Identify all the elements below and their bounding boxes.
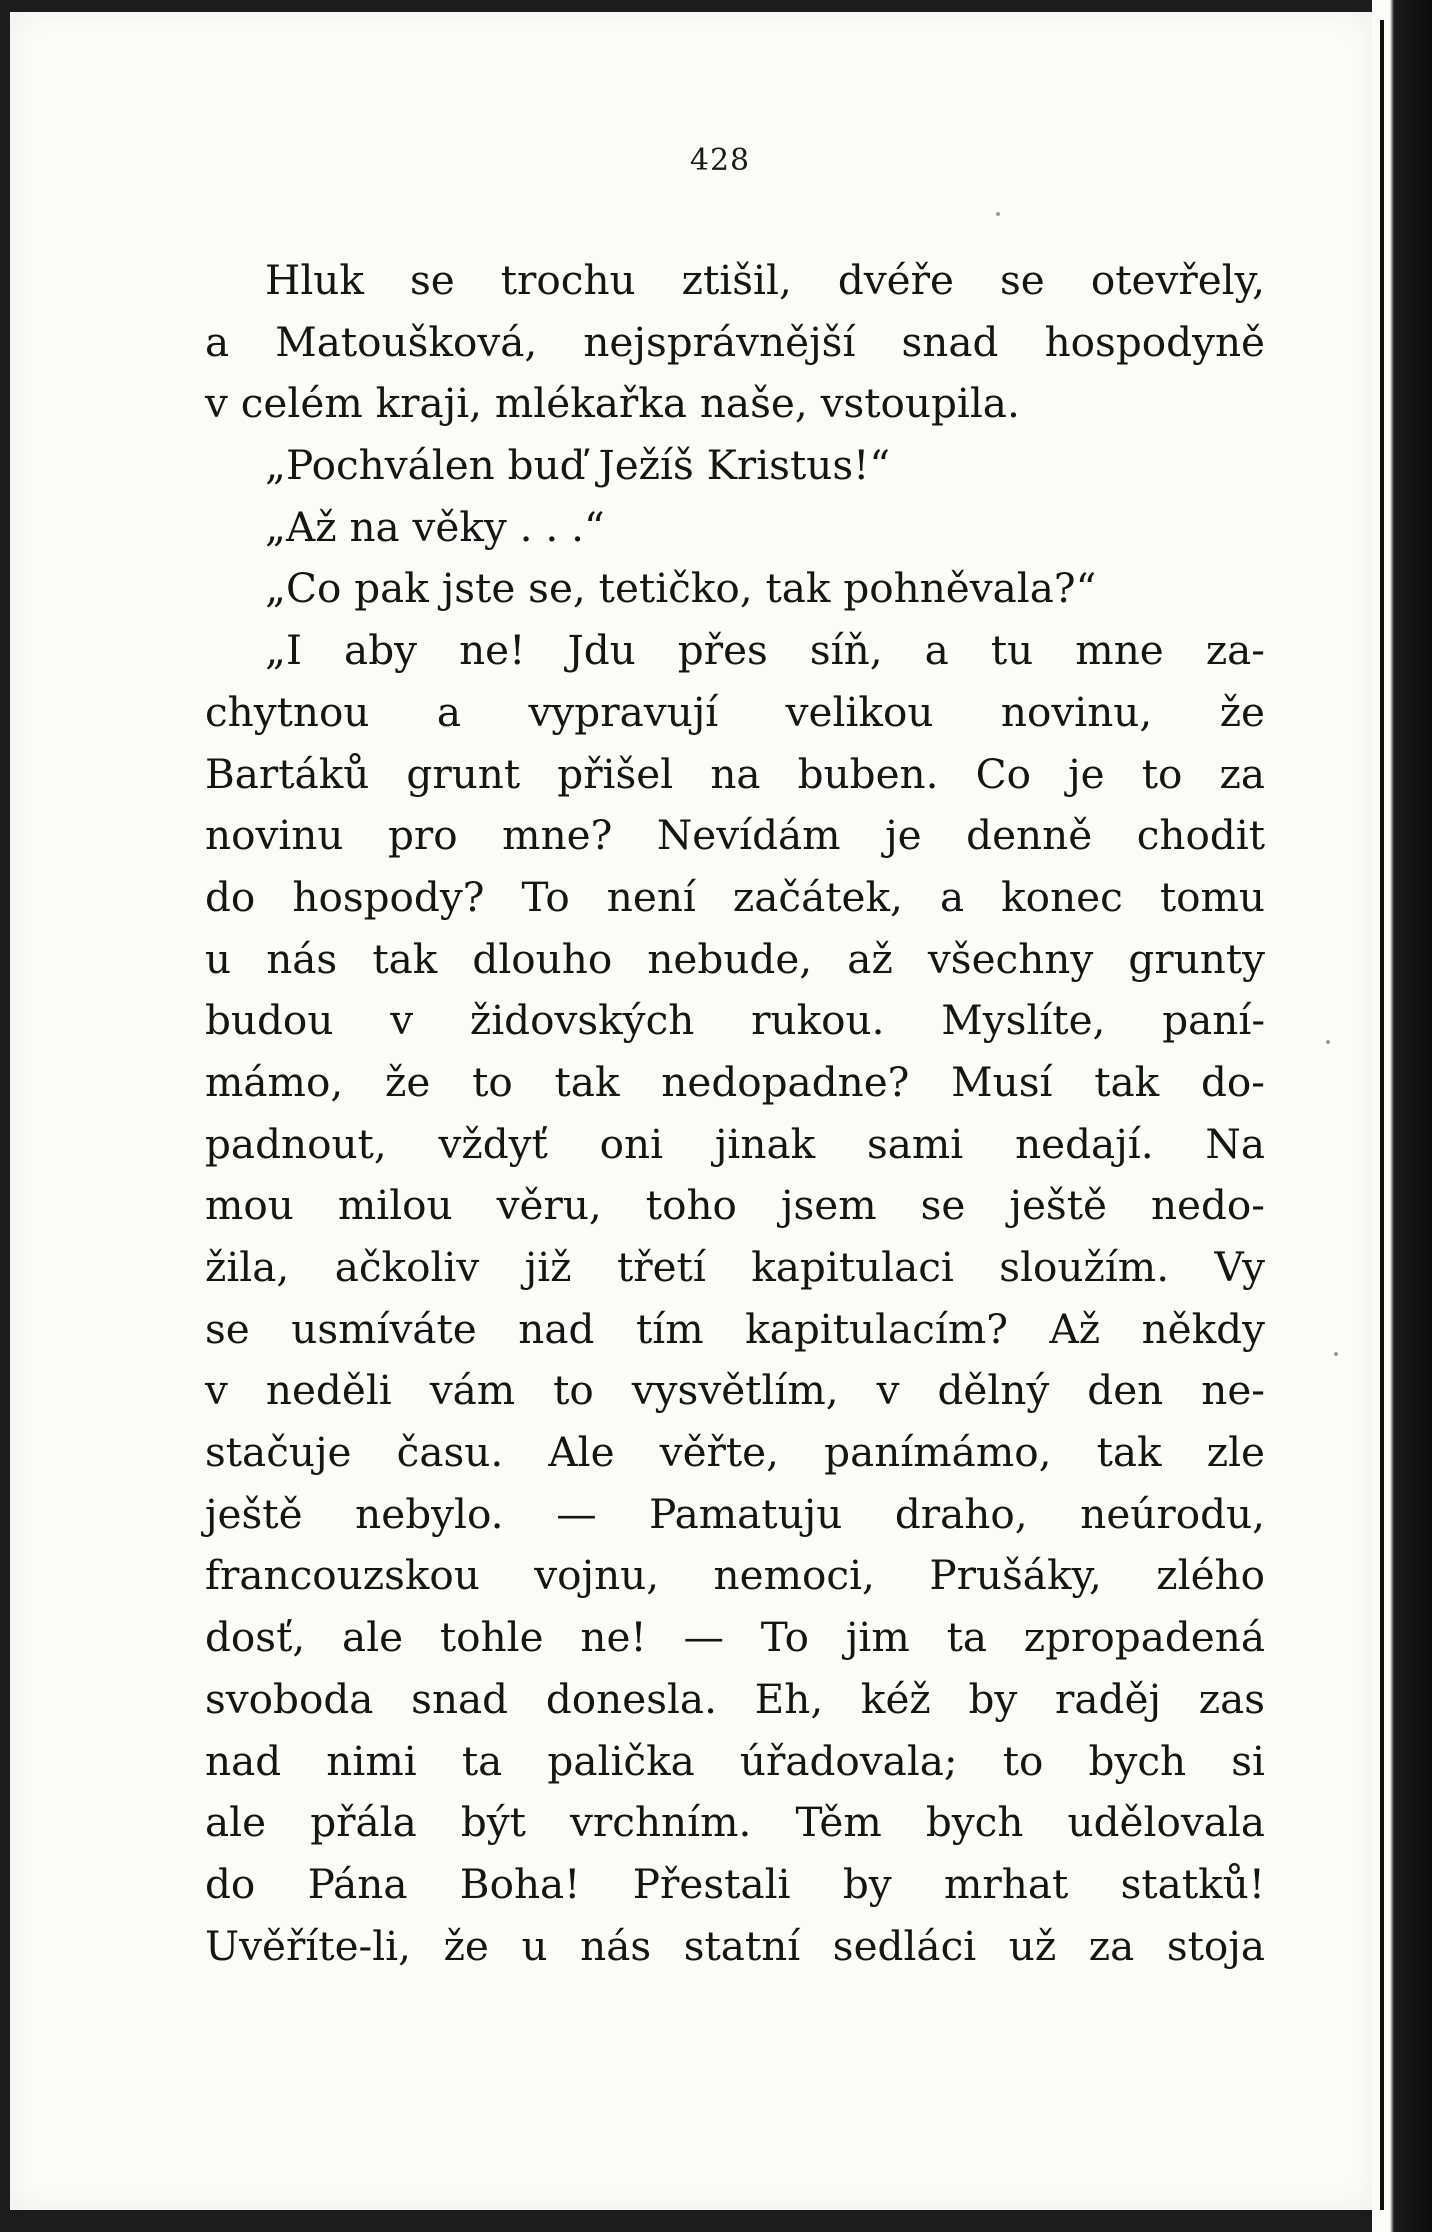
text-line: „I aby ne! Jdu přes síň, a tu mne za- [265, 626, 1265, 675]
paper-speck [1326, 1040, 1330, 1044]
page-text [205, 250, 1265, 1977]
spine-edge-line [1380, 20, 1384, 2210]
text-line: Bartáků grunt přišel na buben. Co je to za [205, 749, 1265, 798]
text-line: v neděli vám to vysvětlím, v dělný den ne- [205, 1366, 1265, 1415]
text-line: budou v židovských rukou. Myslíte, paní- [205, 996, 1265, 1045]
paper-speck [1334, 1352, 1338, 1356]
text-line: mou milou věru, toho jsem se ještě nedo- [205, 1181, 1265, 1230]
text-line: do hospody? To není začátek, a konec tomu [205, 872, 1265, 921]
text-line: se usmíváte nad tím kapitulacím? Až někdy [205, 1304, 1265, 1353]
text-line: stačuje času. Ale věřte, panímámo, tak zle [205, 1428, 1265, 1477]
text-line: „Pochválen buď Ježíš Kristus!“ [265, 441, 891, 490]
text-line: „Až na věky . . .“ [265, 502, 605, 551]
text-line: dosť, ale tohle ne! — To jim ta zpropadená [205, 1613, 1265, 1662]
text-line: Hluk se trochu ztišil, dvéře se otevřely, [265, 256, 1265, 304]
text-line: ještě nebylo. — Pamatuju draho, neúrodu, [205, 1489, 1265, 1538]
text-line: mámo, že to tak nedopadne? Musí tak do- [205, 1057, 1265, 1106]
text-line: ale přála být vrchním. Těm bych udělovala [205, 1798, 1265, 1847]
text-line: novinu pro mne? Nevídám je denně chodit [205, 811, 1265, 860]
text-line: francouzskou vojnu, nemoci, Prušáky, zlého [205, 1551, 1265, 1600]
text-line: chytnou a vypravují velikou novinu, že [205, 687, 1265, 736]
text-line: v celém kraji, mlékařka naše, vstoupila. [205, 379, 1020, 428]
text-line: Uvěříte-li, že u nás statní sedláci už za stoja [205, 1921, 1265, 1970]
text-line: svoboda snad donesla. Eh, kéž by raděj zas [205, 1674, 1265, 1723]
text-line: nad nimi ta palička úřadovala; to bych si [205, 1736, 1265, 1785]
text-line: „Co pak jste se, tetičko, tak pohněvala?“ [265, 564, 1097, 613]
text-line: u nás tak dlouho nebude, až všechny grunty [205, 934, 1265, 983]
text-line: padnout, vždyť oni jinak sami nedají. Na [205, 1119, 1265, 1168]
text-line: do Pána Boha! Přestali by mrhat statků! [205, 1859, 1265, 1908]
page-number: 428 [689, 143, 751, 178]
text-line: žila, ačkoliv již třetí kapitulaci sloužím. Vy [205, 1243, 1265, 1291]
paper-speck [996, 212, 1000, 216]
text-line: a Matoušková, nejsprávnější snad hospodyně [205, 317, 1265, 366]
